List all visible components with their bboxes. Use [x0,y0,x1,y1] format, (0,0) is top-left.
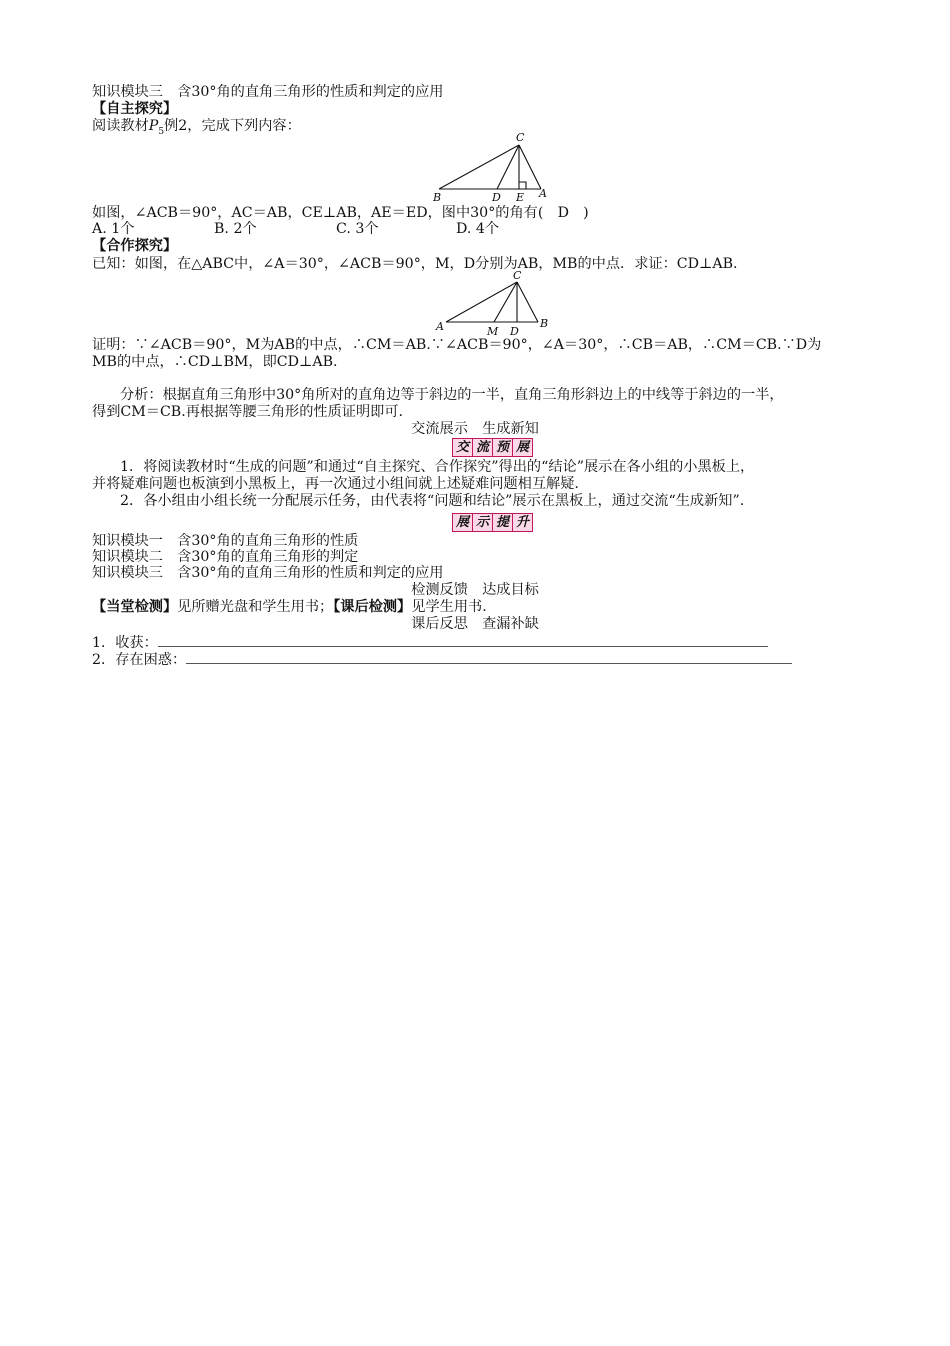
fig2-side-ac [446,282,517,322]
gain-label: 1．收获： [92,635,158,651]
figure-triangle-1 [430,130,555,204]
fig2-label-b: B [540,317,549,330]
after-class-test-text: 见学生用书. [411,599,487,615]
badge-char: 升 [513,514,532,531]
fig2-side-cb [517,282,538,322]
confusion-row [92,651,792,669]
exchange-item1-line1: 1．将阅读教材时“生成的问题”和通过“自主探究、合作探究”得出的“结论”展示在各小组的小黑板上， [120,459,755,475]
exchange-item1-line2: 并将疑难问题也板演到小黑板上，再一次通过小组间就上述疑难问题相互解疑. [92,476,579,492]
coop-proof-line2: MB的中点，∴CD⊥BM，即CD⊥AB. [92,354,338,370]
badge-char: 提 [493,514,513,531]
exchange-item2: 2．各小组由小组长统一分配展示任务，由代表将“问题和结论”展示在黑板上，通过交流“生成新知”. [120,493,745,509]
figure-triangle-2 [430,268,560,340]
badge-char: 展 [453,514,473,531]
in-class-test-label: 【当堂检测】 [92,599,178,615]
option-c: C. 3个 [336,221,379,237]
exchange-section-title: 交流展示 生成新知 [411,421,539,437]
fig1-label-d: D [492,191,501,204]
module-list-item-1: 知识模块一 含30°角的直角三角形的性质 [92,533,359,549]
coop-explore-heading: 【合作探究】 [92,238,178,254]
confusion-answer-line[interactable] [186,651,792,664]
badge-char: 交 [453,439,473,456]
fig1-side-bc [439,145,519,189]
fig1-right-angle-mark [519,182,526,189]
coop-analysis-line1: 分析：根据直角三角形中30°角所对的直角边等于斜边的一半，直角三角形斜边上的中线等于斜边的一半， [120,387,784,403]
coop-proof-line1: 证明：∵∠ACB＝90°，M为AB的中点，∴CM＝AB.∵∠ACB＝90°，∠A＝30°，∴CB＝AB，∴CM＝CB.∵D为 [92,337,822,353]
gain-row [92,634,768,652]
fig2-label-a: A [436,320,444,333]
fig2-label-c: C [513,269,522,282]
self-explore-question: 如图，∠ACB＝90°，AC＝AB，CE⊥AB，AE＝ED，图中30°的角有( D ) [92,205,589,221]
module3-title: 知识模块三 含30°角的直角三角形的性质和判定的应用 [92,84,444,100]
fig1-label-b: B [433,191,442,204]
after-class-test-label: 【课后检测】 [333,599,412,615]
reflect-section-title: 课后反思 查漏补缺 [411,616,539,632]
fig2-label-d: D [510,325,519,338]
feedback-text [92,599,487,616]
self-explore-instruction [92,118,301,141]
fig1-label-c: C [516,131,525,144]
option-d: D. 4个 [456,221,500,237]
in-class-test-text: 见所赠光盘和学生用书； [177,599,334,615]
module-list-item-3: 知识模块三 含30°角的直角三角形的性质和判定的应用 [92,565,444,581]
badge-char: 预 [493,439,513,456]
instruction-text-pre: 阅读教材 [92,118,149,134]
instruction-page-letter: P [148,118,159,134]
option-a: A. 1个 [92,221,135,237]
show-improve-badge [452,513,533,532]
coop-explore-given: 已知：如图，在△ABC中，∠A＝30°，∠ACB＝90°，M，D分别为AB，MB的中点．求证：CD⊥AB. [92,256,738,272]
fig1-label-e: E [516,191,525,204]
instruction-page-number: 5 [158,126,165,137]
badge-char: 流 [473,439,493,456]
fig2-label-m: M [487,325,499,338]
badge-char: 示 [473,514,493,531]
fig1-label-a: A [539,187,547,200]
self-explore-heading: 【自主探究】 [92,101,178,117]
module-list-item-2: 知识模块二 含30°角的直角三角形的判定 [92,549,359,565]
confusion-label: 2．存在困惑： [92,652,187,668]
option-b: B. 2个 [214,221,257,237]
instruction-text-post: 例2，完成下列内容： [164,118,301,134]
exchange-preview-badge [452,438,533,457]
feedback-section-title: 检测反馈 达成目标 [411,582,539,598]
gain-answer-line[interactable] [158,634,768,647]
badge-char: 展 [513,439,532,456]
coop-analysis-line2: 得到CM＝CB.再根据等腰三角形的性质证明即可. [92,404,404,420]
